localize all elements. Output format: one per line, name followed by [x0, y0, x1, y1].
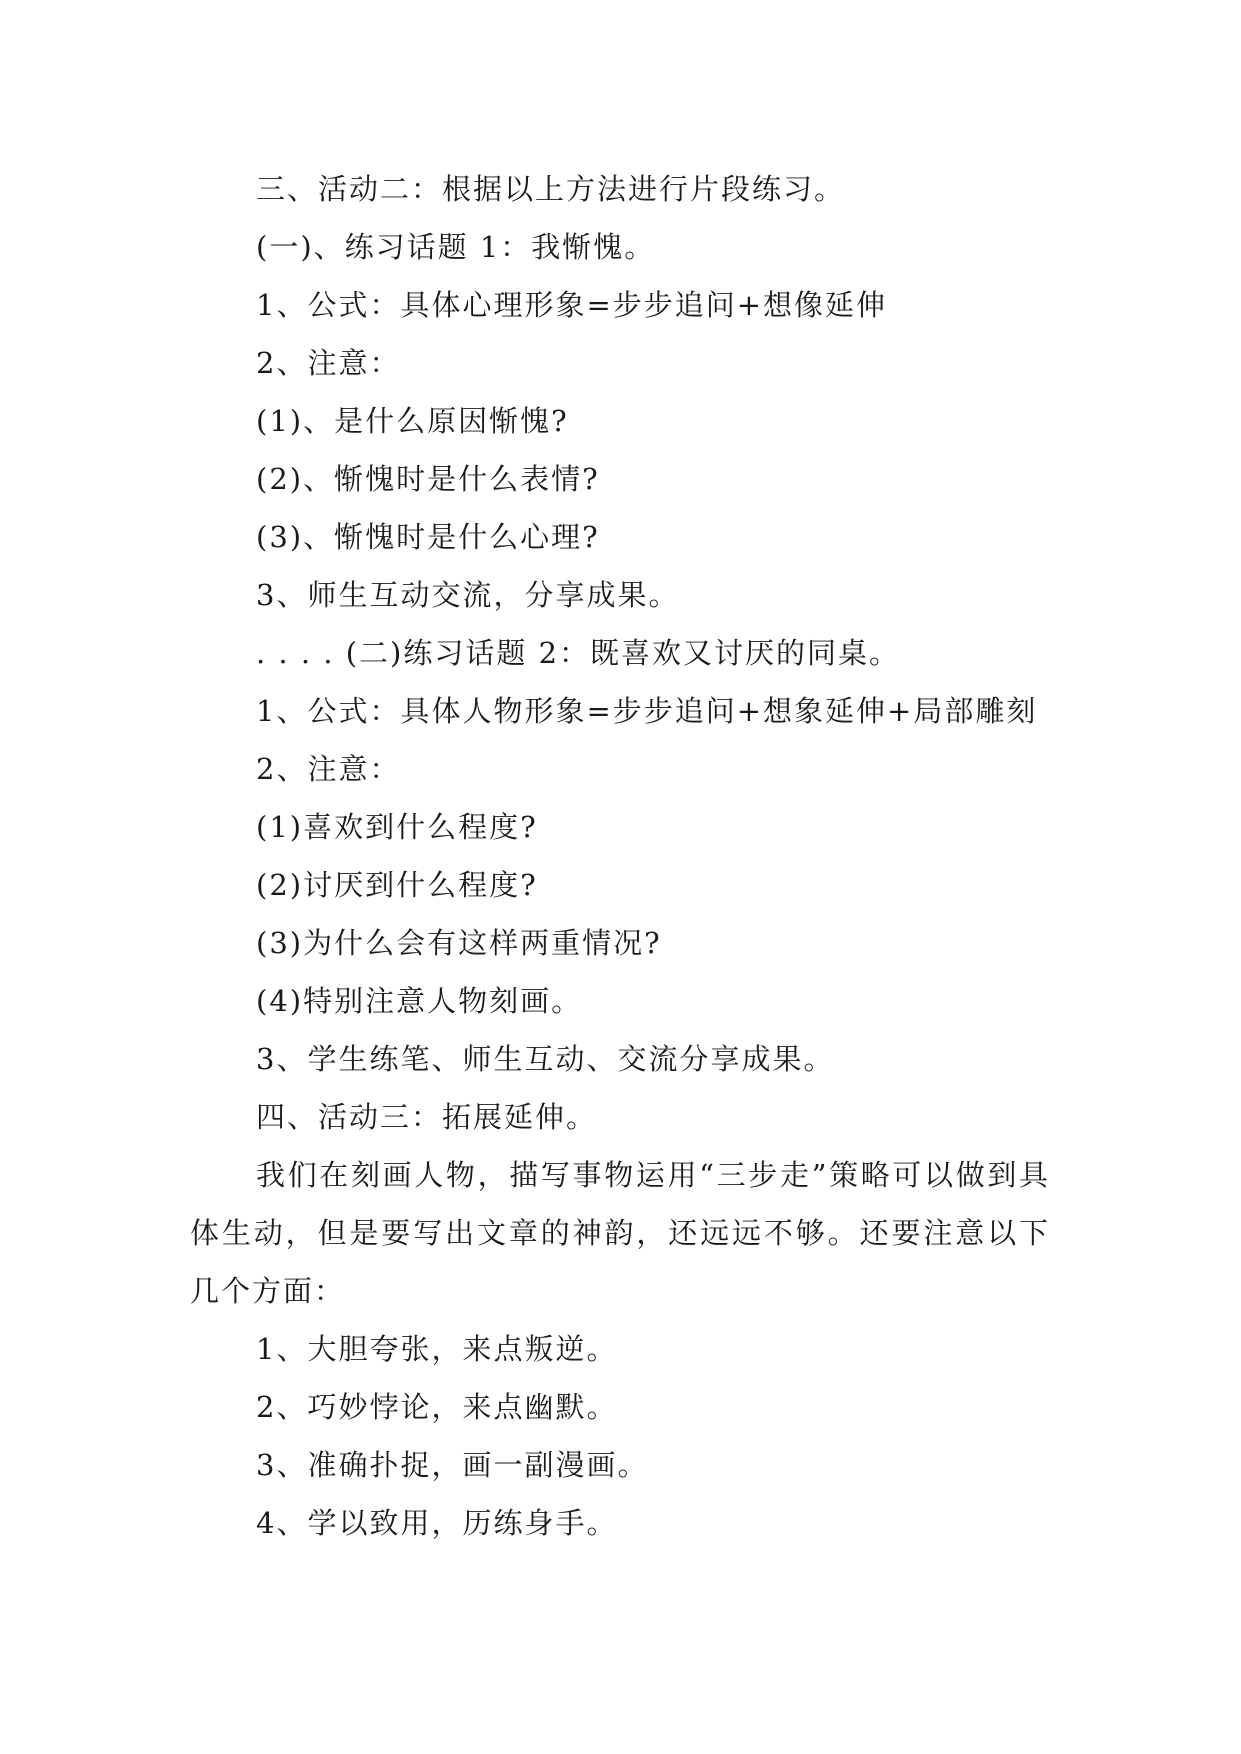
note-item: (2)、惭愧时是什么表情? [256, 462, 600, 496]
topic-two-heading: . . . . (二)练习话题 2：既喜欢又讨厌的同桌。 [256, 636, 901, 670]
section-heading-activity-three: 四、活动三：拓展延伸。 [256, 1100, 598, 1134]
note-item: (1)、是什么原因惭愧? [256, 404, 569, 438]
topic-one-heading: (一)、练习话题 1：我惭愧。 [256, 230, 656, 264]
note-item: (2)讨厌到什么程度? [256, 868, 538, 902]
section-heading-activity-two: 三、活动二：根据以上方法进行片段练习。 [256, 172, 846, 206]
note-item: (3)为什么会有这样两重情况? [256, 926, 662, 960]
note-item: (3)、惭愧时是什么心理? [256, 520, 600, 554]
extension-item: 1、大胆夸张，来点叛逆。 [256, 1332, 618, 1366]
note-item: (4)特别注意人物刻画。 [256, 984, 583, 1018]
extension-item: 4、学以致用，历练身手。 [256, 1506, 618, 1540]
note-item: (1)喜欢到什么程度? [256, 810, 538, 844]
extension-item: 3、准确扑捉，画一副漫画。 [256, 1448, 649, 1482]
formula-two: 1、公式：具体人物形象=步步追问+想象延伸+局部雕刻 [256, 694, 1038, 728]
interaction-step-two: 3、学生练笔、师生互动、交流分享成果。 [256, 1042, 835, 1076]
notes-heading-two: 2、注意： [256, 752, 401, 786]
interaction-step-one: 3、师生互动交流，分享成果。 [256, 578, 680, 612]
formula-one: 1、公式：具体心理形象=步步追问+想像延伸 [256, 288, 888, 322]
notes-heading-one: 2、注意： [256, 346, 401, 380]
document-body [190, 160, 1050, 1552]
extension-paragraph: 我们在刻画人物，描写事物运用“三步走”策略可以做到具体生动，但是要写出文章的神韵，还远远不够。还要注意以下几个方面： [190, 1158, 1050, 1308]
extension-item: 2、巧妙悖论，来点幽默。 [256, 1390, 618, 1424]
